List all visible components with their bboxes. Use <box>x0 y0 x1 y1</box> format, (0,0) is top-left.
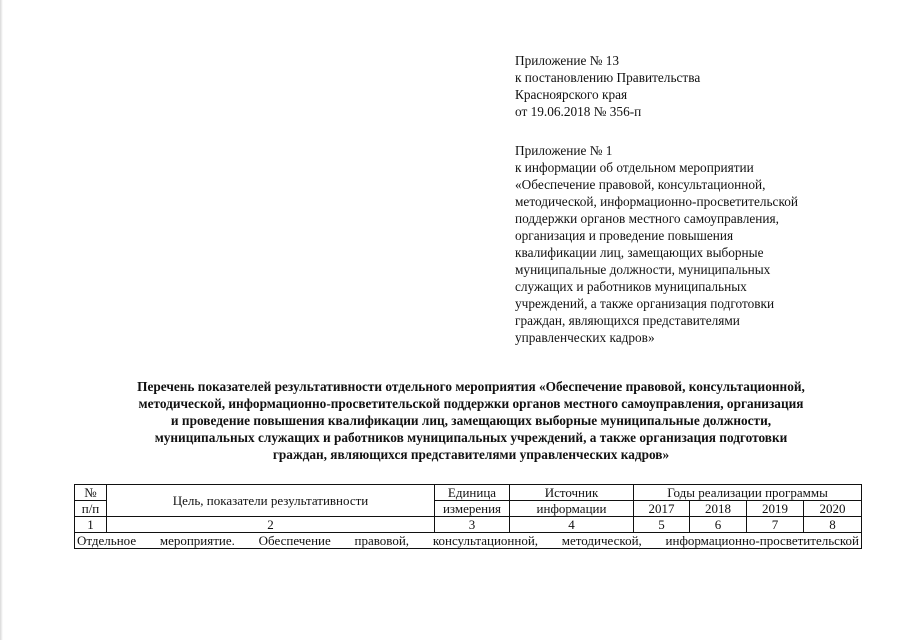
indicators-table <box>74 484 862 549</box>
header-years-group-label: Годы реализации программы <box>667 485 828 500</box>
header-num-label: п/п <box>81 501 100 516</box>
appendix-1-line: граждан, являющихся представителями <box>515 313 740 328</box>
header-unit-cell <box>435 485 510 501</box>
header-unit-cell <box>435 501 510 517</box>
title-line: граждан, являющихся представителями управленческих кадров» <box>272 447 670 462</box>
appendix-1-line: к информации об отдельном мероприятии <box>515 160 754 175</box>
column-number-cell: 3 <box>435 517 510 533</box>
header-source-cell <box>510 485 634 501</box>
document-title <box>76 378 866 463</box>
header-goal-label: Цель, показатели результативности <box>172 493 369 508</box>
column-number-cell: 4 <box>510 517 634 533</box>
appendix-1-line: организация и проведение повышения <box>515 228 734 243</box>
column-number-cell: 6 <box>690 517 747 533</box>
column-number-row <box>75 517 862 533</box>
column-number-cell: 5 <box>634 517 690 533</box>
title-line: и проведение повышения квалификации лиц, замещающих выборные муниципальные должности, <box>170 413 772 428</box>
header-source-label: информации <box>536 501 607 516</box>
appendix-1-line: Приложение № 1 <box>515 143 613 158</box>
table-header-row <box>75 485 862 501</box>
header-num-cell <box>75 501 107 517</box>
header-num-label: № <box>84 485 97 500</box>
column-number-cell: 7 <box>747 517 804 533</box>
header-years-group-cell <box>634 485 862 501</box>
appendix-13-line: Приложение № 13 <box>515 53 619 68</box>
header-num-cell <box>75 485 107 501</box>
header-source-label: Источник <box>544 485 599 500</box>
header-year-cell: 2019 <box>747 501 804 517</box>
appendix-1-line: методической, информационно-просветительской <box>515 194 799 209</box>
appendix-1-block <box>515 142 855 346</box>
column-number-cell: 2 <box>107 517 435 533</box>
scan-left-edge <box>0 0 3 640</box>
column-number-cell: 8 <box>804 517 862 533</box>
section-row-text: Отдельное мероприятие. Обеспечение правовой, консультационной, методической, информационно-просветительской <box>75 533 862 549</box>
appendix-13-line: к постановлению Правительства <box>515 70 701 85</box>
appendix-1-line: «Обеспечение правовой, консультационной, <box>515 177 766 192</box>
appendix-13-line: Красноярского края <box>515 87 628 102</box>
header-year-cell: 2017 <box>634 501 690 517</box>
header-unit-label: измерения <box>442 501 502 516</box>
appendix-1-line: служащих и работников муниципальных <box>515 279 747 294</box>
header-year-cell: 2018 <box>690 501 747 517</box>
appendix-1-line: муниципальные должности, муниципальных <box>515 262 771 277</box>
title-line: методической, информационно-просветительской поддержки органов местного самоуправления, организация <box>138 396 804 411</box>
appendix-13-line: от 19.06.2018 № 356-п <box>515 104 642 119</box>
appendix-1-line: квалификации лиц, замещающих выборные <box>515 245 764 260</box>
title-line: муниципальных служащих и работников муниципальных учреждений, а также организация подготовки <box>154 430 788 445</box>
column-number-cell: 1 <box>75 517 107 533</box>
appendix-1-line: поддержки органов местного самоуправления, <box>515 211 779 226</box>
appendix-1-line: управленческих кадров» <box>515 330 655 345</box>
header-year-cell: 2020 <box>804 501 862 517</box>
section-row <box>75 533 862 549</box>
header-unit-label: Единица <box>447 485 497 500</box>
title-line: Перечень показателей результативности отдельного мероприятия «Обеспечение правовой, консультационной, <box>137 379 805 394</box>
appendix-13-block <box>515 52 855 120</box>
header-goal-cell <box>107 485 435 517</box>
appendix-1-line: учреждений, а также организация подготовки <box>515 296 775 311</box>
header-source-cell <box>510 501 634 517</box>
